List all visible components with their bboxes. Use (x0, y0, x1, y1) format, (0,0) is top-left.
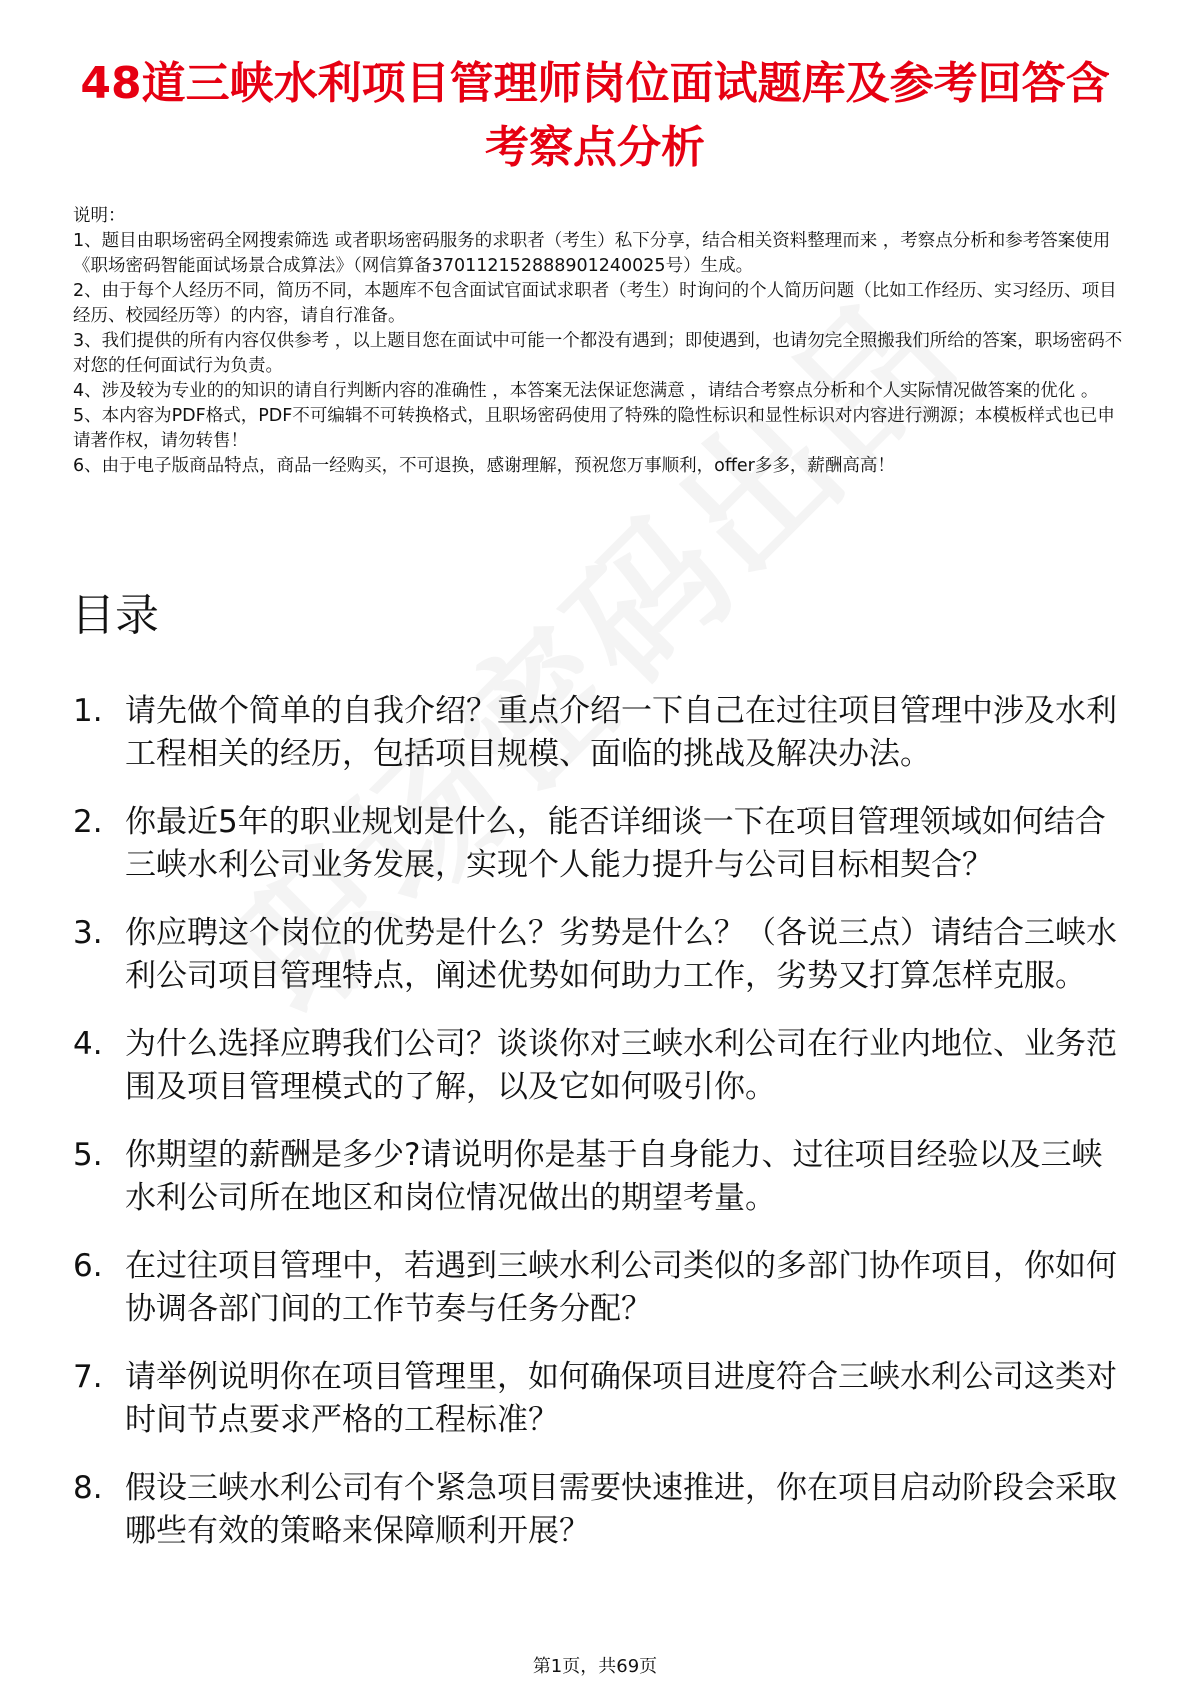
toc-item[interactable] (73, 801, 1133, 887)
note-item: 1、题目由职场密码全网搜索筛选 或者职场密码服务的求职者（考生）私下分享，结合相关资料整理而来 ，考察点分析和参考答案使用《职场密码智能面试场景合成算法》（网信算备370112152888901240025号）生成。 (73, 231, 1111, 276)
notes-heading: 说明： (73, 206, 126, 226)
toc-item-text: 请举例说明你在项目管理里，如何确保项目进度符合三峡水利公司这类对时间节点要求严格的工程标准？ (125, 1359, 1117, 1438)
toc-item-number: 1. (73, 693, 103, 729)
toc-item-number: 7. (73, 1359, 103, 1395)
note-item: 4、涉及较为专业的的知识的请自行判断内容的准确性 ，本答案无法保证您满意 ，请结合考察点分析和个人实际情况做答案的优化 。 (73, 381, 1099, 401)
toc-item[interactable] (73, 1134, 1133, 1220)
toc-item-text: 为什么选择应聘我们公司？谈谈你对三峡水利公司在行业内地位、业务范围及项目管理模式的了解，以及它如何吸引你。 (125, 1026, 1117, 1105)
note-item: 6、由于电子版商品特点，商品一经购买，不可退换，感谢理解，预祝您万事顺利，offer多多，薪酬高高！ (73, 456, 895, 476)
toc-item[interactable] (73, 1356, 1133, 1442)
toc-item[interactable] (73, 912, 1133, 998)
note-item: 2、由于每个人经历不同，简历不同，本题库不包含面试官面试求职者（考生）时询问的个人简历问题（比如工作经历、实习经历、项目经历、校园经历等）的内容，请自行准备。 (73, 281, 1117, 326)
toc-item-number: 3. (73, 915, 103, 951)
note-item: 5、本内容为PDF格式，PDF不可编辑不可转换格式，且职场密码使用了特殊的隐性标识和显性标识对内容进行溯源；本模板样式也已申请著作权，请勿转售！ (73, 406, 1115, 451)
toc-item[interactable] (73, 690, 1133, 776)
toc-item-text: 你应聘这个岗位的优势是什么？劣势是什么？（各说三点）请结合三峡水利公司项目管理特点，阐述优势如何助力工作，劣势又打算怎样克服。 (125, 915, 1117, 994)
toc-item[interactable] (73, 1245, 1133, 1331)
toc-item[interactable] (73, 1467, 1133, 1553)
toc-item-number: 2. (73, 804, 103, 840)
toc-item-number: 5. (73, 1137, 103, 1173)
toc-item[interactable] (73, 1023, 1133, 1109)
toc-item-number: 8. (73, 1470, 103, 1506)
toc-item-text: 你最近5年的职业规划是什么，能否详细谈一下在项目管理领域如何结合三峡水利公司业务发展，实现个人能力提升与公司目标相契合？ (125, 804, 1106, 883)
toc-item-text: 在过往项目管理中，若遇到三峡水利公司类似的多部门协作项目，你如何协调各部门间的工作节奏与任务分配？ (125, 1248, 1117, 1327)
toc-list (73, 690, 1133, 1578)
toc-heading: 目录 (71, 590, 159, 641)
toc-item-number: 6. (73, 1248, 103, 1284)
toc-item-number: 4. (73, 1026, 103, 1062)
notes-section (73, 204, 1123, 479)
note-item: 3、我们提供的所有内容仅供参考 ，以上题目您在面试中可能一个都没有遇到；即使遇到，也请勿完全照搬我们所给的答案，职场密码不对您的任何面试行为负责。 (73, 331, 1123, 376)
document-title: 48道三峡水利项目管理师岗位面试题库及参考回答含考察点分析 (80, 58, 1110, 173)
page-footer: 第1页，共69页 (532, 1656, 658, 1677)
toc-item-text: 请先做个简单的自我介绍？重点介绍一下自己在过往项目管理中涉及水利工程相关的经历，包括项目规模、面临的挑战及解决办法。 (125, 693, 1117, 772)
toc-item-text: 你期望的薪酬是多少?请说明你是基于自身能力、过往项目经验以及三峡水利公司所在地区和岗位情况做出的期望考量。 (125, 1137, 1103, 1216)
toc-item-text: 假设三峡水利公司有个紧急项目需要快速推进，你在项目启动阶段会采取哪些有效的策略来保障顺利开展？ (125, 1470, 1117, 1549)
